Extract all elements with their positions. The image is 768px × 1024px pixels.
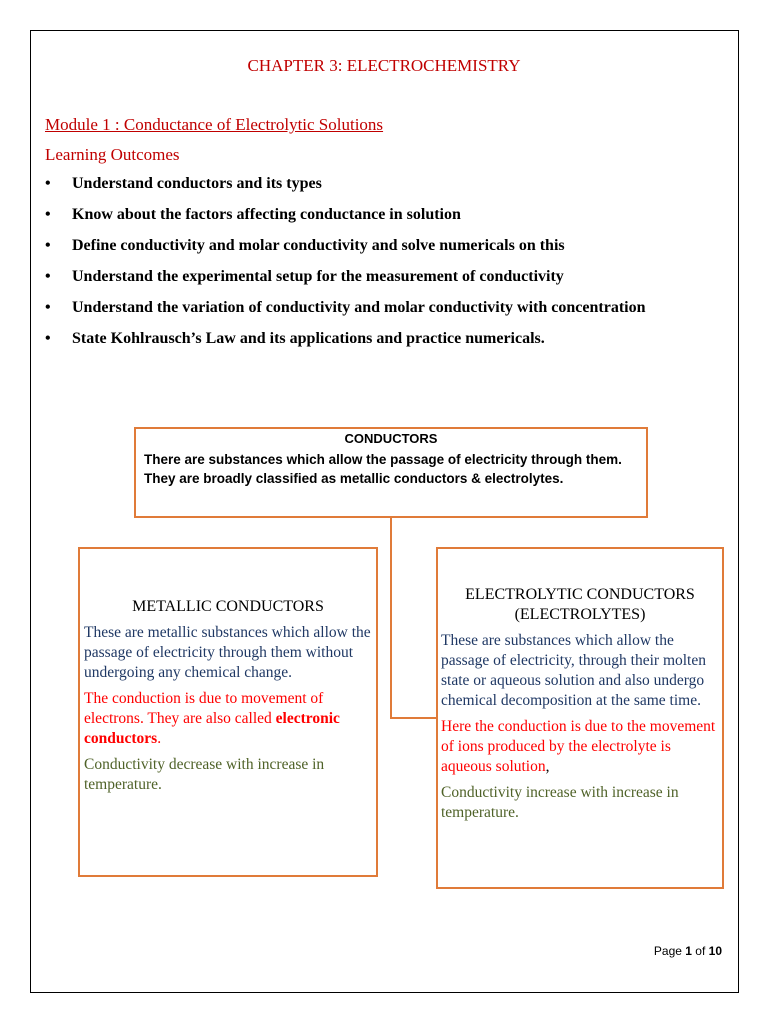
outcomes-heading: Learning Outcomes <box>45 145 180 164</box>
bullet-icon: • <box>45 175 51 192</box>
connector-vertical <box>390 517 392 719</box>
electrolytic-conduction: Here the conduction is due to the movement of ions produced by the electrolyte is aqueous solution, <box>441 718 716 775</box>
chapter-title: CHAPTER 3: ELECTROCHEMISTRY <box>247 56 521 75</box>
bullet-icon: • <box>45 299 51 316</box>
bullet-icon: • <box>45 330 51 347</box>
conductors-box <box>134 427 648 518</box>
electrolytic-heading: ELECTROLYTIC CONDUCTORS (ELECTROLYTES) <box>465 586 695 623</box>
list-item: • Understand the variation of conductivity and molar conductivity with concentration <box>45 297 685 319</box>
metallic-conductors-box <box>78 547 378 877</box>
electrolytic-conductors-box <box>436 547 724 889</box>
connector-horizontal <box>390 717 437 719</box>
electrolytic-description: These are substances which allow the passage of electricity, through their molten state or aqueous solution and also undergo chemical decomposition at the same time. <box>441 632 706 709</box>
metallic-heading: METALLIC CONDUCTORS <box>132 598 324 615</box>
page-number: Page 1 of 10 <box>653 944 722 958</box>
list-item: • Know about the factors affecting conductance in solution <box>45 204 685 226</box>
conductors-heading: CONDUCTORS <box>344 431 438 446</box>
list-item: • Understand conductors and its types <box>45 173 685 195</box>
module-heading: Module 1 : Conductance of Electrolytic Solutions <box>45 115 384 134</box>
list-item: • Define conductivity and molar conductivity and solve numericals on this <box>45 235 685 257</box>
metallic-conduction: The conduction is due to movement of electrons. They are also called electronic conductors. <box>84 690 340 747</box>
electrolytic-temperature: Conductivity increase with increase in temperature. <box>441 784 679 821</box>
bullet-icon: • <box>45 237 51 254</box>
bullet-icon: • <box>45 206 51 223</box>
learning-outcomes-list <box>45 173 685 359</box>
list-item: • Understand the experimental setup for the measurement of conductivity <box>45 266 685 288</box>
list-item: • State Kohlrausch’s Law and its applications and practice numericals. <box>45 328 685 350</box>
conductors-text: There are substances which allow the passage of electricity through them. They are broadly classified as metallic conductors & electrolytes. <box>144 452 622 486</box>
metallic-temperature: Conductivity decrease with increase in temperature. <box>84 756 325 793</box>
metallic-description: These are metallic substances which allow the passage of electricity through them without undergoing any chemical change. <box>84 624 371 681</box>
bullet-icon: • <box>45 268 51 285</box>
